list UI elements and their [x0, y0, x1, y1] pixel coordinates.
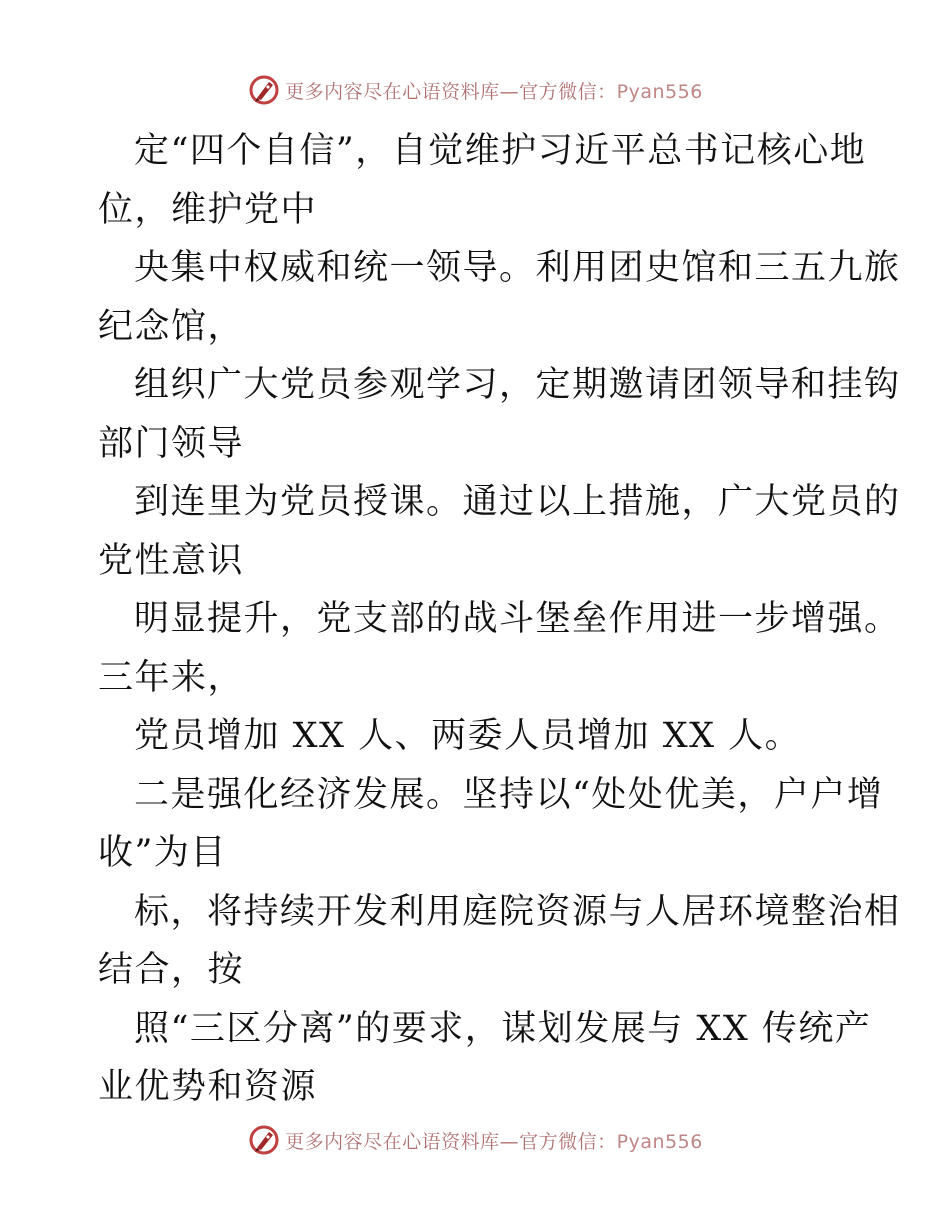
text-line: 二是强化经济发展。坚持以“处处优美，户户增 — [134, 774, 884, 815]
watermark-text: 更多内容尽在心语资料库—官方微信：Pyan556 — [285, 1130, 703, 1153]
pen-nib-circle-icon — [247, 73, 281, 107]
text-line: 业优势和资源 — [98, 1067, 318, 1107]
footer-watermark — [0, 1120, 950, 1160]
text-line: 纪念馆， — [98, 306, 245, 347]
text-line: 标，将持续开发利用庭院资源与人居环境整治相 — [134, 891, 901, 932]
watermark-account: Pyan556 — [616, 80, 703, 103]
header-watermark — [0, 70, 950, 110]
body-text — [98, 122, 901, 1117]
watermark-account: Pyan556 — [616, 1130, 703, 1153]
text-line: 照“三区分离”的要求，谋划发展与 XX 传统产 — [134, 1008, 872, 1049]
text-line: 位，维护党中 — [98, 189, 318, 230]
text-line: 党性意识 — [98, 540, 245, 581]
text-line: 党员增加 XX 人、两委人员增加 XX 人。 — [134, 716, 802, 756]
pen-nib-circle-icon — [247, 1123, 281, 1157]
text-line: 收”为目 — [98, 833, 227, 873]
text-line: 定“四个自信”，自觉维护习近平总书记核心地 — [134, 131, 867, 171]
text-line: 部门领导 — [98, 423, 245, 464]
text-line: 结合，按 — [98, 950, 245, 990]
text-line: 明显提升，党支部的战斗堡垒作用进一步增强。 — [134, 599, 901, 639]
text-line: 三年来， — [98, 657, 245, 698]
text-line: 央集中权威和统一领导。利用团史馆和三五九旅 — [134, 248, 901, 288]
text-line: 到连里为党员授课。通过以上措施，广大党员的 — [134, 482, 901, 522]
text-line: 组织广大党员参观学习，定期邀请团领导和挂钩 — [134, 365, 901, 405]
watermark-text: 更多内容尽在心语资料库—官方微信：Pyan556 — [285, 80, 703, 103]
